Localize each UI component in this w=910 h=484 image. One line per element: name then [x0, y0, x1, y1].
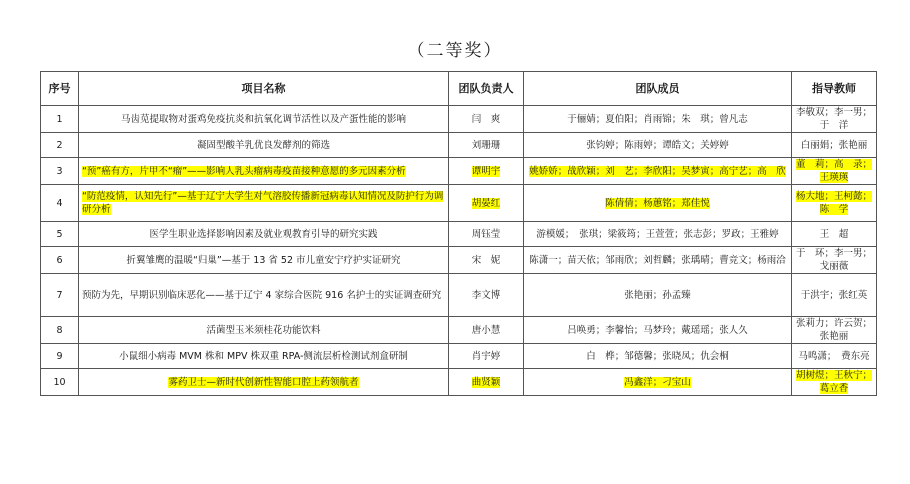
cell-no: [41, 369, 79, 396]
header-advisors: 指导教师: [792, 72, 877, 106]
cell-no: [41, 158, 79, 185]
cell-project: [79, 274, 449, 317]
cell-advisors-text: 于 环；李一男；戈丽薇: [795, 248, 872, 272]
cell-members-text: 陈倩倩；杨蕙铭；郑佳悦: [605, 197, 710, 209]
cell-members-text: 姚娇娇；战欣颖；刘 艺；李欣阳；吴梦寅；高宁艺；高 欣: [529, 165, 786, 177]
cell-advisors-text: 马鸣潇； 费东亮: [798, 350, 870, 362]
cell-no: [41, 185, 79, 222]
header-project: 项目名称: [79, 72, 449, 106]
cell-leader-text: 宋 妮: [471, 254, 501, 266]
cell-leader-text: 谭明宇: [471, 165, 501, 177]
cell-members: [524, 158, 792, 185]
cell-members: [524, 185, 792, 222]
cell-leader-text: 刘珊珊: [471, 139, 501, 151]
cell-advisors-text: 王 超: [819, 228, 849, 240]
header-members: 团队成员: [524, 72, 792, 106]
table-row: [41, 222, 877, 247]
cell-advisors-text: 董 莉；高 录；王瑛瑛: [795, 159, 872, 183]
cell-advisors: [792, 247, 877, 274]
table-row: [41, 247, 877, 274]
cell-leader: [449, 317, 524, 344]
cell-advisors: [792, 158, 877, 185]
cell-leader: [449, 185, 524, 222]
table-row: [41, 185, 877, 222]
cell-leader: [449, 106, 524, 133]
header-leader: 团队负责人: [449, 72, 524, 106]
cell-advisors-text: 于洪宇；张红英: [800, 289, 868, 301]
cell-no: [41, 106, 79, 133]
cell-project: [79, 344, 449, 369]
cell-leader: [449, 133, 524, 158]
cell-members: [524, 274, 792, 317]
cell-advisors-text: 杨大地；王柯懿；陈 学: [795, 191, 872, 215]
table-row: [41, 133, 877, 158]
cell-advisors: [792, 185, 877, 222]
cell-no: [41, 133, 79, 158]
cell-advisors: [792, 317, 877, 344]
table-row: [41, 106, 877, 133]
cell-project-text: 小鼠细小病毒 MVM 株和 MPV 株双重 RPA-侧流层析检测试剂盒研制: [119, 350, 408, 362]
cell-leader: [449, 158, 524, 185]
cell-members: [524, 222, 792, 247]
cell-advisors: [792, 133, 877, 158]
page-heading: （二等奖）: [407, 41, 503, 61]
cell-project: [79, 222, 449, 247]
cell-project: [79, 133, 449, 158]
table-row: [41, 158, 877, 185]
cell-members: [524, 317, 792, 344]
cell-no: [41, 317, 79, 344]
cell-leader: [449, 247, 524, 274]
table-header-row: [41, 72, 877, 106]
cell-project-text: 折翼雏鹰的温暖“归巢”—基于 13 省 52 市儿童安宁疗护实证研究: [126, 254, 401, 266]
cell-no-text: 10: [53, 376, 66, 388]
cell-no-text: 7: [56, 289, 63, 301]
cell-leader: [449, 369, 524, 396]
cell-leader-text: 曲贤颖: [471, 376, 501, 388]
cell-leader: [449, 274, 524, 317]
cell-no: [41, 274, 79, 317]
cell-leader: [449, 222, 524, 247]
cell-members: [524, 106, 792, 133]
cell-members-text: 游模媛； 张琪；梁筱筠；王萱萱；张志彭；罗政；王雅婷: [536, 228, 779, 240]
cell-members-text: 白 桦；邹德馨；张晓凤；仇会桐: [586, 350, 729, 362]
cell-project: [79, 158, 449, 185]
cell-project-text: 预防为先，早期识别临床恶化——基于辽宁 4 家综合医院 916 名护士的实证调查研究: [82, 289, 442, 301]
cell-no-text: 3: [56, 165, 63, 177]
cell-advisors: [792, 369, 877, 396]
cell-project: [79, 247, 449, 274]
cell-project-text: 活菌型玉米须桂花功能饮料: [206, 324, 321, 336]
cell-members-text: 于俪婧；夏伯阳；肖雨锦；朱 琪；曾凡志: [567, 113, 748, 125]
cell-members: [524, 133, 792, 158]
cell-members-text: 张钧婷；陈雨婷；谭皓文；关婷婷: [586, 139, 729, 151]
cell-leader-text: 唐小慧: [471, 324, 501, 336]
cell-project: [79, 317, 449, 344]
cell-advisors-text: 张莉力；许云贺；张艳丽: [795, 318, 872, 342]
cell-advisors: [792, 222, 877, 247]
cell-project-text: “预”癌有方，片甲不“瘤”——影响人乳头瘤病毒疫苗接种意愿的多元因素分析: [82, 165, 406, 177]
cell-leader: [449, 344, 524, 369]
header-no: 序号: [41, 72, 79, 106]
cell-members-text: 张艳丽；孙孟臻: [624, 289, 691, 301]
cell-leader-text: 周钰莹: [471, 228, 501, 240]
cell-advisors: [792, 106, 877, 133]
cell-no-text: 4: [56, 197, 63, 209]
table-row: [41, 344, 877, 369]
cell-no-text: 6: [56, 254, 63, 266]
cell-members: [524, 247, 792, 274]
cell-advisors: [792, 274, 877, 317]
cell-leader-text: 闫 爽: [471, 113, 501, 125]
cell-members: [524, 369, 792, 396]
cell-members: [524, 344, 792, 369]
table-body: [41, 106, 877, 396]
cell-no-text: 2: [56, 139, 63, 151]
cell-advisors: [792, 344, 877, 369]
cell-project-text: 凝固型酸羊乳优良发酵剂的筛选: [196, 139, 330, 151]
cell-leader-text: 李文博: [471, 289, 501, 301]
cell-leader-text: 肖宇婷: [471, 350, 501, 362]
cell-no: [41, 247, 79, 274]
cell-advisors-text: 胡树煜；王秋宁；葛立香: [795, 370, 872, 394]
table-row: [41, 274, 877, 317]
cell-advisors-text: 白丽娟；张艳丽: [800, 139, 868, 151]
cell-members-text: 吕唤勇；李馨怡；马梦玲；戴瑶瑶；张人久: [567, 324, 748, 336]
cell-no-text: 8: [56, 324, 63, 336]
cell-project-text: “防范疫情，认知先行”—基于辽宁大学生对气溶胶传播新冠病毒认知情况及防护行为调研分析: [82, 191, 444, 215]
cell-project: [79, 185, 449, 222]
table-row: [41, 369, 877, 396]
cell-project: [79, 106, 449, 133]
cell-no: [41, 344, 79, 369]
table-row: [41, 317, 877, 344]
cell-advisors-text: 李敬双；李一男；于 洋: [795, 107, 872, 131]
cell-members-text: 冯鑫洋；刁宝山: [624, 376, 691, 388]
awards-table: [40, 71, 877, 396]
cell-project: [79, 369, 449, 396]
cell-no-text: 9: [56, 350, 63, 362]
cell-no: [41, 222, 79, 247]
cell-project-text: 马齿苋提取物对蛋鸡免疫抗炎和抗氧化调节活性以及产蛋性能的影响: [120, 113, 406, 125]
cell-no-text: 1: [56, 113, 63, 125]
cell-no-text: 5: [56, 228, 63, 240]
cell-project-text: 雾药卫士—新时代创新性智能口腔上药领航者: [168, 376, 359, 388]
cell-members-text: 陈潇一；苗天依；邹雨欣；刘哲麟；张瑀晴；曹竞文；杨雨洽: [529, 254, 786, 266]
cell-project-text: 医学生职业选择影响因素及就业观教育引导的研究实践: [149, 228, 378, 240]
cell-leader-text: 胡晏红: [471, 197, 501, 209]
